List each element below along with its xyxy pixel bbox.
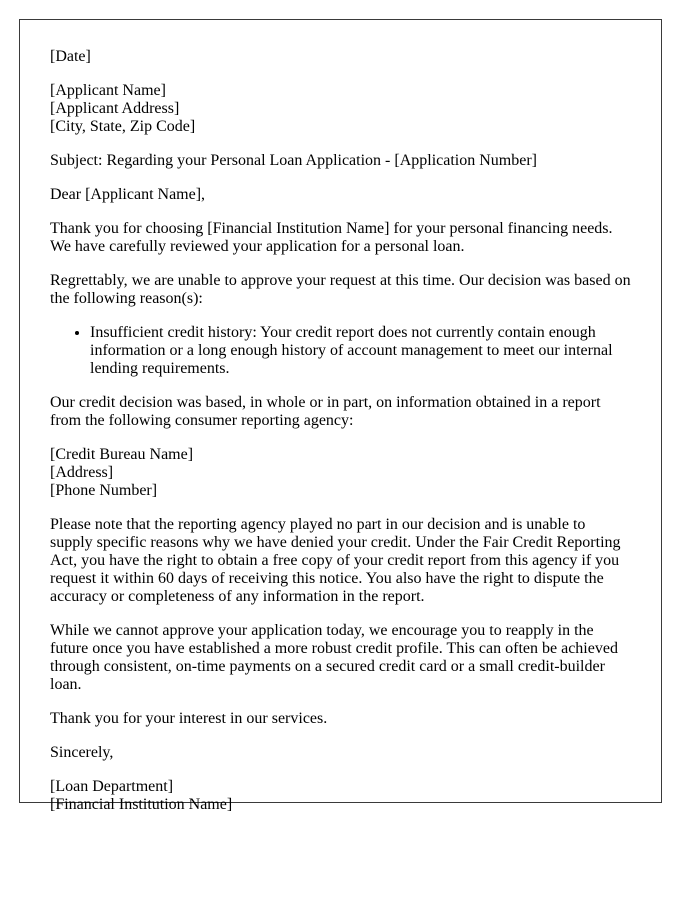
paragraph-intro: Thank you for choosing [Financial Institution Name] for your personal financing needs. We have carefully reviewed your application for a personal loan. (50, 220, 613, 255)
recipient-address-block (50, 82, 631, 136)
paragraph-report-source: Our credit decision was based, in whole or in part, on information obtained in a report from the following consumer reporting agency: (50, 394, 601, 429)
closing: Sincerely, (50, 744, 114, 761)
paragraph-reapply: While we cannot approve your application today, we encourage you to reapply in the future once you have established a more robust credit profile. This can often be achieved through consistent, on-time payments on a secured credit card or a small credit-builder loan. (50, 622, 618, 693)
paragraph-decision: Regrettably, we are unable to approve your request at this time. Our decision was based on the following reason(s): (50, 272, 631, 307)
credit-bureau-block (50, 446, 631, 500)
recipient-city-line: [City, State, Zip Code] (50, 118, 196, 135)
signature-institution-line: [Financial Institution Name] (50, 796, 233, 813)
loan-denial-letter (19, 19, 662, 813)
salutation: Dear [Applicant Name], (50, 186, 206, 203)
subject-line: Subject: Regarding your Personal Loan Application - [Application Number] (50, 152, 537, 169)
bureau-phone-line: [Phone Number] (50, 482, 158, 499)
letter-date: [Date] (50, 48, 91, 65)
denial-reason-item: • Insufficient credit history: Your credit report does not currently contain enough information or a long enough history of account management to meet our internal lending requirements. (90, 324, 631, 378)
bureau-address-line: [Address] (50, 464, 114, 481)
recipient-address-line: [Applicant Address] (50, 100, 180, 117)
signature-block (50, 778, 631, 814)
bureau-name-line: [Credit Bureau Name] (50, 446, 194, 463)
recipient-name-line: [Applicant Name] (50, 82, 166, 99)
paragraph-fcra-rights: Please note that the reporting agency played no part in our decision and is unable to supply specific reasons why we have denied your credit. Under the Fair Credit Reporting Act, you have the right to obtain a free copy of your credit report from this agency if you request it within 60 days of receiving this notice. You also have the right to dispute the accuracy or completeness of any information in the report. (50, 516, 621, 605)
signature-department-line: [Loan Department] (50, 778, 174, 795)
denial-reasons-list (50, 324, 631, 378)
paragraph-thanks: Thank you for your interest in our services. (50, 710, 328, 727)
